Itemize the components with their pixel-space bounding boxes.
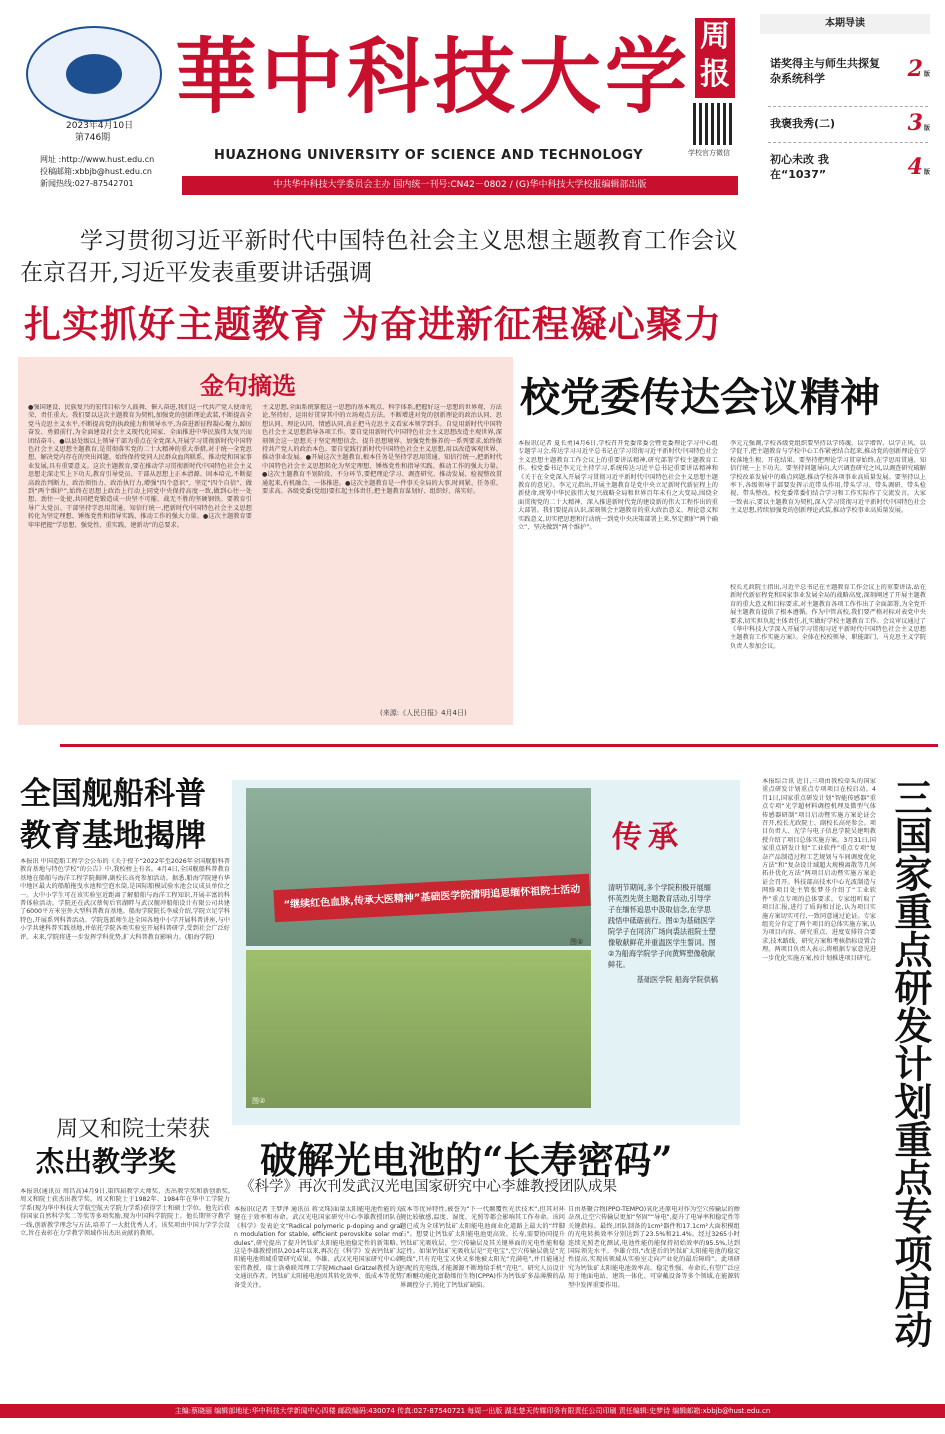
ship-headline-line1: 全国舰船科普: [20, 776, 206, 812]
lead-title-line1: 学习贯彻习近平新时代中国特色社会主义思想主题教育工作会议: [80, 228, 738, 254]
guide-page: 3版: [907, 110, 930, 136]
qr-code-icon[interactable]: [693, 103, 735, 145]
solar-column: 本报讯(记者 王梦泽 通讯员 蒋文珠)面量太阳能电池性能的关键在于效率和寿命。武汉光电国家研究中心李雄教授团队在《科学》发表论文“Radical polymeric p-doping and grain modulation for stable, efficient perovskite solar modules”,研究提出了提升钙钛矿太阳能电池稳定性的新策略。这是李雄教授团队2014年以来,再次在《科学》发表钙钛矿太阳能电池领域重要研究成果。李雄、武汉光电国家研究中心韩宏伟教授、瑞士洛桑联邦理工学院Michael Grätzel教授为论文通讯作者。钙钛矿太阳能电池因其转化效率、低成本等优势备受关注。: [234, 1206, 402, 1289]
projects-article: 本报综合讯 近日,三项由我校牵头的国家重点研发计划重点专项项目在校启动。4月1日,国家重点研发计划“智能传感器”重点专项“光学超材料调控机理及微型气体传感器研制”项目启动暨实施方案论证会召开,校长尤政院士、副校长高亮参会。项目负责人、光学与电子信息学院吴建明教授介绍了项目总体实施方案。3月31日,国家重点研发计划“工业软件”重点专项“复杂产品制造过程工艺规划与车间调度优化方法”和“复杂设计域超大规模离散等几何拓扑优化方法”两项目启动暨实施方案论证会召开。科技部高技术中心光波制造与网络项目处主管张梦芬介绍了“工业软件”重点专项的总体要求。专家组听取了项目汇报,进行了质询和讨论,认为项目实施方案切实可行,一致同意通过论证。专家组充分肯定了两个项目的总体实施方案,认为项目内容、研究重点、进度安排符合要求,技术路线、研究方案和考核指标设置合理。两项目负责人表示,将根据专家意见进一步优化实施方案,按计划推进项目研究。: [762, 778, 876, 962]
submission-email[interactable]: 投稿邮箱:xbbjb@hust.edu.cn: [40, 167, 152, 176]
zhou-article: 本报讯(通讯员 周昌高)4月9日,第四届教学大师奖、杰出教学奖和新创新奖,周又和院士获杰出教学奖。周又和院士于1982年、1984年在华中工学院力学系(现为华中科技大学航空航天学院力学系)获得学士和硕士学位。他先后获得国家自然科学奖二等奖等多项奖励,现为中国科学院院士。他长期坚守教学一线,创新教学理念与方法,培养了一大批优秀人才。该奖项由中国力学学会设立,旨在表彰在力学教学领域作出杰出贡献的教师。: [20, 1188, 230, 1238]
feature-caption-text: 清明节期间,多个学院积极开展缅怀英烈先贤主题教育活动,引导学子在缅怀追思中汲取信念,在学思践悟中砥砺前行。图①为基础医学院学子在同济广场向裘法祖院士塑像敬献鲜花并重温医学生誓词。图②为船海学院学子向黄辉塑像敬献鲜花。: [608, 883, 716, 969]
qr-label: 学校官方微信: [688, 149, 730, 157]
english-name: HUAZHONG UNIVERSITY OF SCIENCE AND TECHNOLOGY: [214, 148, 644, 163]
contact-info: [40, 154, 154, 190]
feature-title: 传承: [612, 820, 684, 855]
footer-bar: 主编:蔡晓丽 编辑部地址:华中科技大学新闻中心四楼 邮政编码:430074 传真:027-87540721 每周一出版 湖北楚天传媒印务有限责任公司印刷 责任编辑:史梦诗 编辑邮箱:xbbjb@hust.edu.cn: [0, 1404, 945, 1418]
website[interactable]: 网址 :http://www.hust.edu.cn: [40, 155, 155, 164]
divider: [768, 142, 928, 143]
ship-byline: (船海学院): [184, 933, 215, 941]
photo-2-label: 图②: [252, 1097, 266, 1105]
photo-1[interactable]: [246, 788, 591, 946]
guide-title: 本期导读: [760, 14, 930, 34]
issue-number: 第746期: [75, 133, 111, 143]
university-logo: [26, 26, 162, 122]
ship-body: 本报讯 中国造船工程学会公布的《关于授予“2022年至2026年全国舰船科普教育基地与特色学校”的公告》中,我校榜上有名。4月4日,全国舰船科普教育基地在船舶与海洋工程学院揭牌,副校长高亮参加活动。据悉,船海学院建有华中地区最大的船舶拖曳水池和空泡水筒,是国际船模试验水池会议成员单位之一。大中小学生可在该实验室近距离了解船舶与海洋工程知识,开展丰富的科普体验活动。学院还在武汉蔡甸后官湖畔与武汉舰冲船舶设计有限公司共建了6000平方米室外大型科普教育基地。船海学院院长李威介绍,学院立足学科特色,开展系列科普活动。学院选派师生赴全国各地中小学开展科普讲座,与中小学共建科普实践基地,并依托学院各类实验室开展科普研学,受到社会广泛好评。未来,学院将进一步发挥学科优势,扩大科普教育影响力。: [20, 858, 230, 941]
issue-guide: [760, 14, 930, 194]
lead-title-line2: 在京召开,习近平发表重要讲话强调: [20, 260, 373, 286]
article-column: 本报讯(记者 夏长勇)4月6日,学校召开党委常委会暨党委理论学习中心组专题学习会,传达学习习近平总书记在学习贯彻习近平新时代中国特色社会主义思想主题教育工作会议上的重要讲话精神,研究部署学校主题教育工作。校党委书记李元元主持学习,系统传达习近平总书记重要讲话精神和《关于在全党深入开展学习贯彻习近平新时代中国特色社会主义思想主题教育的意见》。李元元指出,开展主题教育是党中央立足新时代新征程上的新使命,统筹中华民族伟大复兴战略全局和世界百年未有之大变局,围绕全面贯彻党的二十大精神、深入推进新时代党的建设新的伟大工程作出的重大部署。我们要提高认识,深刻领会主题教育的重大政治意义、理论意义和实践意义,切实把思想和行动统一到党中央决策部署上来,坚定拥护“两个确立”、坚决做到“两个维护”。: [518, 440, 718, 532]
photo-2[interactable]: [246, 950, 591, 1108]
solar-column: 自由基聚合物(PPO-TEMPO)氧化还原电对作为空穴传输层的掺杂剂,让空穴传输层更加“坚固”“导电”,提升了电导率和稳定性等关键指标。最终,团队制备的1cm²器件和17.1cm²大面积模组的光电转换效率分别达到了23.5%和21.4%。经过3265小时连续光照老化测试,电池性能仍能保持初始效率的95.5%,达到国际领先水平。李雄介绍,“改进后的钙钛矿太阳能电池的稳定性提高,实现该领域从实验室走向产业化的最后障碍”。此项研究为钙钛矿太阳能电池效率高、稳定性强、寿命长,有望广泛应用于地面电站、建筑一体化、可穿戴设备等多个领域,在能源转型中发挥重要作用。: [568, 1206, 740, 1289]
feature-caption: [608, 882, 718, 985]
main-headline[interactable]: 扎实抓好主题教育 为奋进新征程凝心聚力: [24, 303, 722, 346]
ship-headline-line2: 教育基地揭牌: [20, 818, 206, 854]
publisher-bar: 中共华中科技大学委员会主办 国内统一刊号:CN42－0802 / (G)华中科技大学校报编辑部出版: [182, 176, 738, 195]
guide-page: 2版: [907, 56, 930, 82]
quotes-column: 主义思想,全面系统掌握这一思想的基本观点、科学体系,把握好这一思想的世界观、方法论,坚持好、运用好贯穿其中的立场观点方法。不断增进对党的创新理论的政治认同、思想认同、理论认同、情感认同,真正把马克思主义看家本领学到手。自觉用新时代中国特色社会主义思想指导各项工作。要自觉用新时代中国特色社会主义思想改造主观世界,深刻领会这一思想关于坚定理想信念、提升思想境界、加强党性修养的一系列要求,始终保持共产党人的政治本色。要自觉践行新时代中国特色社会主义思想,用以改造客观世界、推动事业发展。●开展这次主题教育,根本任务是坚持学思用贯通、知信行统一,把新时代中国特色社会主义思想转化为坚定理想、锤炼党性和指导实践、推动工作的强大力量。●这次主题教育不划阶段、不分环节,要把理论学习、调查研究、推动发展、检视整改贯通起来,有机融合、一体推进。●这次主题教育是一件事关全局的大事,时间紧、任务重、要求高。各级党委(党组)要扛起主体责任,把主题教育谋划好、组织好、落实好。: [262, 404, 502, 496]
quotes-title: 金句摘选: [200, 371, 296, 400]
zhou-headline[interactable]: 杰出教学奖: [36, 1145, 177, 1178]
guide-item[interactable]: 初心未改 我在“1037”: [770, 153, 829, 181]
newspaper-name: 華中科技大学: [175, 29, 692, 125]
section-divider: [60, 744, 938, 747]
guide-item[interactable]: 我褒我秀(二): [770, 117, 836, 130]
article-column: 李元元强调,学校各级党组织要坚持以学铸魂、以学增智、以学正风、以学促干,把主题教育与学校中心工作紧密结合起来,推动党的创新理论在学校落地生根、开花结果。要坚持把理论学习贯穿始终,在学思用贯通、知信行统一上下功夫。要坚持问题导向,大兴调查研究之风,以调查研究破解学校改革发展中的难点问题,推动学校各项事业高质量发展。要坚持以上率下,各级领导干部要发挥示范带头作用,带头学习、带头调研、带头检视、带头整改。校党委常委们结合学习和工作实际作了交流发言。大家一致表示,要以主题教育为契机,深入学习贯彻习近平新时代中国特色社会主义思想,持续加强党的创新理论武装,推动学校事业高质量发展。: [730, 440, 926, 515]
guide-item[interactable]: 诺奖得主与师生共探复杂系统科学: [770, 57, 880, 85]
photo-banner: “继续红色血脉,传承大医精神”基础医学院清明追思缅怀祖院士活动: [273, 874, 590, 922]
guide-page: 4版: [907, 154, 930, 180]
issue-date: 2023年4月10日: [66, 121, 134, 131]
party-meeting-headline[interactable]: 校党委传达会议精神: [520, 374, 880, 421]
logo-emblem: [66, 54, 122, 94]
ship-headline[interactable]: [20, 773, 230, 857]
ship-article: [20, 858, 230, 1090]
quotes-column: ●强国建设、民族复兴的宏伟目标令人鼓舞、催人奋进,我们这一代共产党人使命光荣、责任重大。我们要以这次主题教育为契机,加强党的创新理论武装,不断提高全党马克思主义水平,不断提高党的执政能力和领导水平,为奋进新征程凝心聚力,踔厉奋发、勇毅前行,为全面建设社会主义现代化国家、全面推进中华民族伟大复兴而团结奋斗。●以县处级以上领导干部为重点在全党深入开展学习贯彻新时代中国特色社会主义思想主题教育,是贯彻落实党的二十大精神的重大举措,对于统一全党思想、解决党内存在的突出问题、始终保持党同人民群众血肉联系、推动党和国家事业发展,具有重要意义。这次主题教育,要在推动学习贯彻新时代中国特色社会主义思想走深走实上下功夫,教育引导党员、干部从思想上正本清源、固本培元,不断提高政治判断力、政治领悟力、政治执行力,增强“四个意识”、坚定“四个自信”、做到“两个维护”,始终在思想上政治上行动上同党中央保持高度一致,做到心往一处想、劲往一处使,共同把党锻造成一块坚不可摧、战无不胜的坚硬钢铁。要教育引导广大党员、干部坚持学思用贯通、知信行统一,把新时代中国特色社会主义思想转化为坚定理想、锤炼党性和指导实践、推动工作的强大力量。●这次主题教育要牢牢把握“学思想、强党性、重实践、建新功”的总要求。: [28, 404, 252, 529]
divider: [768, 106, 928, 107]
article-column: 校长尤政院士指出,习近平总书记在主题教育工作会议上的重要讲话,站在新时代新征程党和国家事业发展全局的战略高度,深刻阐述了开展主题教育的重大意义和目标要求,对主题教育各项工作作出了全面部署,为全党开展主题教育提供了根本遵循。作为中管高校,我们要严格对标对表党中央要求,切实担负起主体责任,扎实做好学校主题教育工作。会议审议通过了《华中科技大学深入开展学习贯彻习近平新时代中国特色社会主义思想主题教育工作实施方案》。全体在校校领导、职能部门、马克思主义学院负责人参加会议。: [730, 584, 926, 650]
news-hotline: 新闻热线:027-87542701: [40, 179, 134, 188]
feature-credit: 基础医学院 船海学院供稿: [636, 975, 718, 984]
photo-1-label: 图①: [570, 938, 584, 946]
solar-subhead: 《科学》再次刊发武汉光电国家研究中心李雄教授团队成果: [240, 1179, 617, 1195]
weekly-badge: 周报: [695, 18, 735, 98]
quotes-source: (来源:《人民日报》4月4日): [380, 709, 467, 717]
zhou-kicker: 周又和院士荣获: [56, 1117, 211, 1142]
solar-column: 成本等优异特性,被誉为“下一代颠覆性光伏技术”,但其对环境比较敏感,温度、湿度、光照等都会影响其工作寿命。该问题已成为全球钙钛矿太阳能电池商业化道路上最大的“绊脚石”。想要让钙钛矿太阳能电池更高效、长寿,需要协同提升钙钛矿光吸收层、空穴传输层及其关键界面的光电性能和稳定性。如果钙钛矿光吸收层是“充电宝”,空穴传输层就是“充电线”,只有充电宝又快又多地被太阳光“充满电”,并且能通过匹配的充电线,才能源源不断地给手机“充电”。研究人员设计了酚醚功能化富勒烯衍生物(CPPA)作为钙钛矿多晶薄膜的晶界调控分子,钝化了钙钛矿缺陷。: [400, 1206, 565, 1289]
projects-headline[interactable]: 三国家重点研发计划重点专项启动: [888, 778, 933, 1348]
solar-headline[interactable]: 破解光电池的“长寿密码”: [260, 1138, 673, 1182]
